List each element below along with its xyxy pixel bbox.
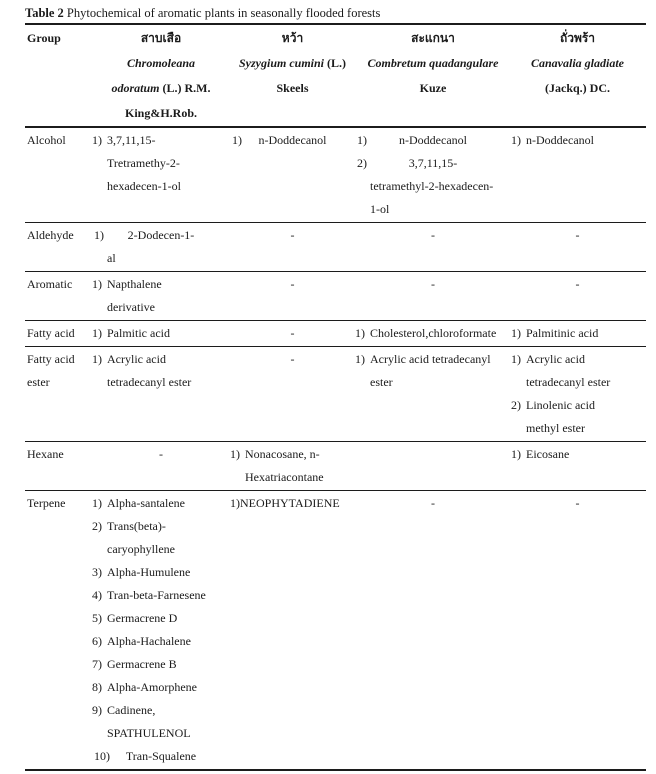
column-header: [511, 26, 644, 101]
table-cell: [230, 224, 355, 247]
group-cell: [25, 224, 92, 247]
item-text: Alpha-santalene: [107, 496, 185, 510]
cell-line: [92, 653, 230, 676]
cell-line: al: [107, 251, 116, 265]
cell-line: [92, 676, 230, 699]
table-cell: [92, 224, 230, 270]
cell-line: [92, 561, 230, 584]
item-text: Germacrene D: [107, 611, 178, 625]
item-text: Acrylic acid: [107, 352, 166, 366]
plant-latin-name-line: [355, 51, 511, 76]
column-header: [92, 26, 230, 126]
item-number: 3): [92, 565, 102, 579]
latin-roman-segment: Kuze: [419, 81, 447, 95]
table-row: [25, 347, 646, 442]
table-row: [25, 442, 646, 491]
item-text: Napthalene: [107, 277, 162, 291]
plant-thai-name: สาบเสือ: [140, 31, 182, 45]
group-cell: [25, 129, 92, 152]
plant-latin-name-line: [230, 76, 355, 101]
table-cell: [511, 224, 644, 247]
group-label-line: Hexane: [27, 447, 64, 461]
item-text: n-Doddecanol: [258, 133, 327, 147]
table-cell: [92, 273, 230, 319]
cell-line: [355, 348, 511, 371]
item-number: 1): [511, 326, 521, 340]
group-label-line: Aromatic: [27, 277, 73, 291]
table-cell: [230, 492, 355, 515]
cell-line: -: [290, 228, 295, 242]
item-text: Cholesterol,chloroformate: [370, 326, 497, 340]
latin-roman-segment: King&H.Rob.: [124, 106, 197, 120]
cell-line: -: [575, 496, 580, 510]
cell-line: [355, 129, 511, 152]
cell-line: [92, 348, 230, 371]
table-row: [25, 272, 646, 321]
column-header-title: Group: [27, 31, 61, 45]
cell-line: [92, 322, 230, 345]
plant-latin-name-line: [511, 51, 644, 76]
table-cell: [511, 129, 644, 152]
cell-line: -: [290, 277, 295, 291]
table-cell: [230, 322, 355, 345]
cell-line: [92, 515, 230, 538]
table-cell: [511, 322, 644, 345]
item-text: n-Doddecanol: [399, 133, 467, 147]
item-number: 1): [511, 447, 521, 461]
table-cell: [355, 322, 511, 345]
item-text: 3,7,11,15-: [408, 156, 458, 170]
cell-line: -: [575, 228, 580, 242]
item-text: n-Doddecanol: [526, 133, 594, 147]
table-row: [25, 491, 646, 769]
table-header-row: [25, 25, 646, 128]
item-text: Tran-Squalene: [125, 749, 197, 763]
cell-line: -: [431, 228, 435, 242]
table-cell: [92, 443, 230, 466]
group-cell: [25, 348, 92, 394]
item-text: Acrylic acid tetradecanyl: [370, 352, 491, 366]
group-cell: [25, 322, 92, 345]
latin-roman-segment: Skeels: [276, 81, 309, 95]
item-text: Trans(beta)-: [107, 519, 166, 533]
cell-line: [511, 129, 644, 152]
item-number: 5): [92, 611, 102, 625]
cell-line: [511, 322, 644, 345]
cell-line: hexadecen-1-ol: [107, 179, 181, 193]
table-cell: [230, 348, 355, 371]
item-number: 1): [357, 133, 367, 147]
table-cell: [511, 443, 644, 466]
cell-line: ester: [370, 375, 393, 389]
plant-thai-name: หว้า: [281, 31, 304, 45]
latin-italic-segment: Chromoleana: [126, 56, 195, 70]
item-number: 1): [355, 326, 365, 340]
plant-thai-name: สะแกนา: [411, 31, 455, 45]
table-cell: [92, 492, 230, 768]
item-number: 6): [92, 634, 102, 648]
table-cell: [355, 348, 511, 394]
group-label-line: Terpene: [27, 496, 66, 510]
cell-line: -: [431, 496, 435, 510]
table-cell: [355, 273, 511, 296]
group-label-line: Alcohol: [27, 133, 66, 147]
table-cell: [355, 224, 511, 247]
item-number: 1): [232, 133, 242, 147]
plant-latin-name-line: [92, 76, 230, 101]
item-number: 1): [230, 447, 240, 461]
cell-line: [92, 607, 230, 630]
group-cell: [25, 443, 92, 466]
item-number: 1): [92, 277, 102, 291]
item-number: 2): [357, 156, 367, 170]
cell-line: SPATHULENOL: [107, 726, 191, 740]
cell-line: -: [575, 277, 580, 291]
table-label: Table 2: [25, 6, 64, 20]
cell-line: -: [431, 277, 435, 291]
item-text: Acrylic acid: [526, 352, 585, 366]
table-cell: [511, 492, 644, 515]
table-cell: [92, 322, 230, 345]
table-row: [25, 321, 646, 347]
plant-thai-name: ถั่วพร้า: [559, 31, 596, 45]
item-text: Eicosane: [526, 447, 570, 461]
cell-line: [92, 273, 230, 296]
latin-roman-segment: (Jackq.) DC.: [545, 81, 610, 95]
table-cell: [511, 348, 644, 440]
cell-line: tetradecanyl ester: [526, 375, 611, 389]
table-cell: [355, 492, 511, 515]
item-number: 1): [94, 228, 104, 242]
item-text: Alpha-Amorphene: [107, 680, 197, 694]
cell-line: 1-ol: [370, 202, 390, 216]
cell-line: [92, 129, 230, 152]
item-text: Nonacosane, n-: [245, 447, 320, 461]
cell-line: [92, 699, 230, 722]
table-title: [25, 5, 646, 22]
table-cell: [92, 129, 230, 198]
cell-line: [92, 584, 230, 607]
latin-roman-segment: (L.) R.M.: [159, 81, 211, 95]
item-number: 2): [511, 398, 521, 412]
cell-line: Tretramethy-2-: [107, 156, 180, 170]
column-header: [230, 26, 355, 101]
page-content: [25, 0, 646, 771]
item-text: 2-Dodecen-1-: [127, 228, 195, 242]
cell-line: [230, 443, 355, 466]
item-text: Cadinene,: [107, 703, 156, 717]
cell-line: [355, 152, 511, 175]
item-number: 1): [511, 133, 521, 147]
cell-line: [92, 630, 230, 653]
item-text: 3,7,11,15-: [107, 133, 156, 147]
cell-line: -: [290, 352, 295, 366]
group-label-line: Aldehyde: [27, 228, 74, 242]
plant-latin-name-line: [230, 51, 355, 76]
table-row: [25, 128, 646, 223]
table-cell: [355, 129, 511, 221]
cell-line: Hexatriacontane: [245, 470, 324, 484]
plant-latin-name-line: [92, 51, 230, 76]
group-label-line: Fatty acid: [27, 352, 75, 366]
cell-line: -: [290, 326, 295, 340]
latin-roman-segment: (L.): [324, 56, 346, 70]
plant-latin-name-line: [511, 76, 644, 101]
item-number: 4): [92, 588, 102, 602]
group-label-line: ester: [27, 375, 50, 389]
cell-line: [92, 745, 230, 768]
table-caption: Phytochemical of aromatic plants in seasonally flooded forests: [66, 6, 381, 20]
latin-italic-segment: Combretum quadangulare: [367, 56, 499, 70]
item-text: Alpha-Humulene: [107, 565, 191, 579]
table-cell: [230, 443, 355, 489]
phytochemical-table: [25, 23, 646, 771]
item-text: Palmitic acid: [107, 326, 170, 340]
item-number: 1): [92, 352, 102, 366]
table-cell: [230, 129, 355, 152]
cell-line: [511, 394, 644, 417]
group-cell: [25, 273, 92, 296]
item-text: Palmitinic acid: [526, 326, 599, 340]
item-text: Alpha-Hachalene: [107, 634, 191, 648]
item-number: 2): [92, 519, 102, 533]
cell-line: [230, 129, 355, 152]
cell-line: [92, 492, 230, 515]
cell-line: methyl ester: [526, 421, 585, 435]
cell-line: -: [159, 447, 163, 461]
group-cell: [25, 492, 92, 515]
table-cell: [230, 273, 355, 296]
latin-italic-segment: odoratum: [111, 81, 160, 95]
group-label-line: Fatty acid: [27, 326, 75, 340]
cell-line: [92, 224, 230, 247]
plant-latin-name-line: [355, 76, 511, 101]
cell-line: tetradecanyl ester: [107, 375, 192, 389]
latin-italic-segment: Canavalia gladiate: [531, 56, 624, 70]
item-number: 1): [92, 496, 102, 510]
cell-line: derivative: [107, 300, 155, 314]
cell-line: 1)NEOPHYTADIENE: [230, 496, 340, 510]
item-number: 1): [92, 133, 102, 147]
plant-latin-name-line: [92, 101, 230, 126]
table-cell: [92, 348, 230, 394]
item-text: Germacrene B: [107, 657, 177, 671]
cell-line: tetramethyl-2-hexadecen-: [370, 179, 494, 193]
item-number: 7): [92, 657, 102, 671]
latin-italic-segment: Syzygium cumini: [238, 56, 324, 70]
table-cell: [511, 273, 644, 296]
item-number: 8): [92, 680, 102, 694]
item-number: 1): [355, 352, 365, 366]
table-row: [25, 223, 646, 272]
column-header: [355, 26, 511, 101]
column-header-group: [25, 26, 92, 51]
cell-line: [511, 443, 644, 466]
cell-line: [355, 322, 511, 345]
item-text: Tran-beta-Farnesene: [107, 588, 206, 602]
cell-line: [511, 348, 644, 371]
item-number: 9): [92, 703, 102, 717]
item-text: Linolenic acid: [526, 398, 595, 412]
cell-line: caryophyllene: [107, 542, 175, 556]
item-number: 1): [511, 352, 521, 366]
item-number: 10): [94, 749, 110, 763]
item-number: 1): [92, 326, 102, 340]
